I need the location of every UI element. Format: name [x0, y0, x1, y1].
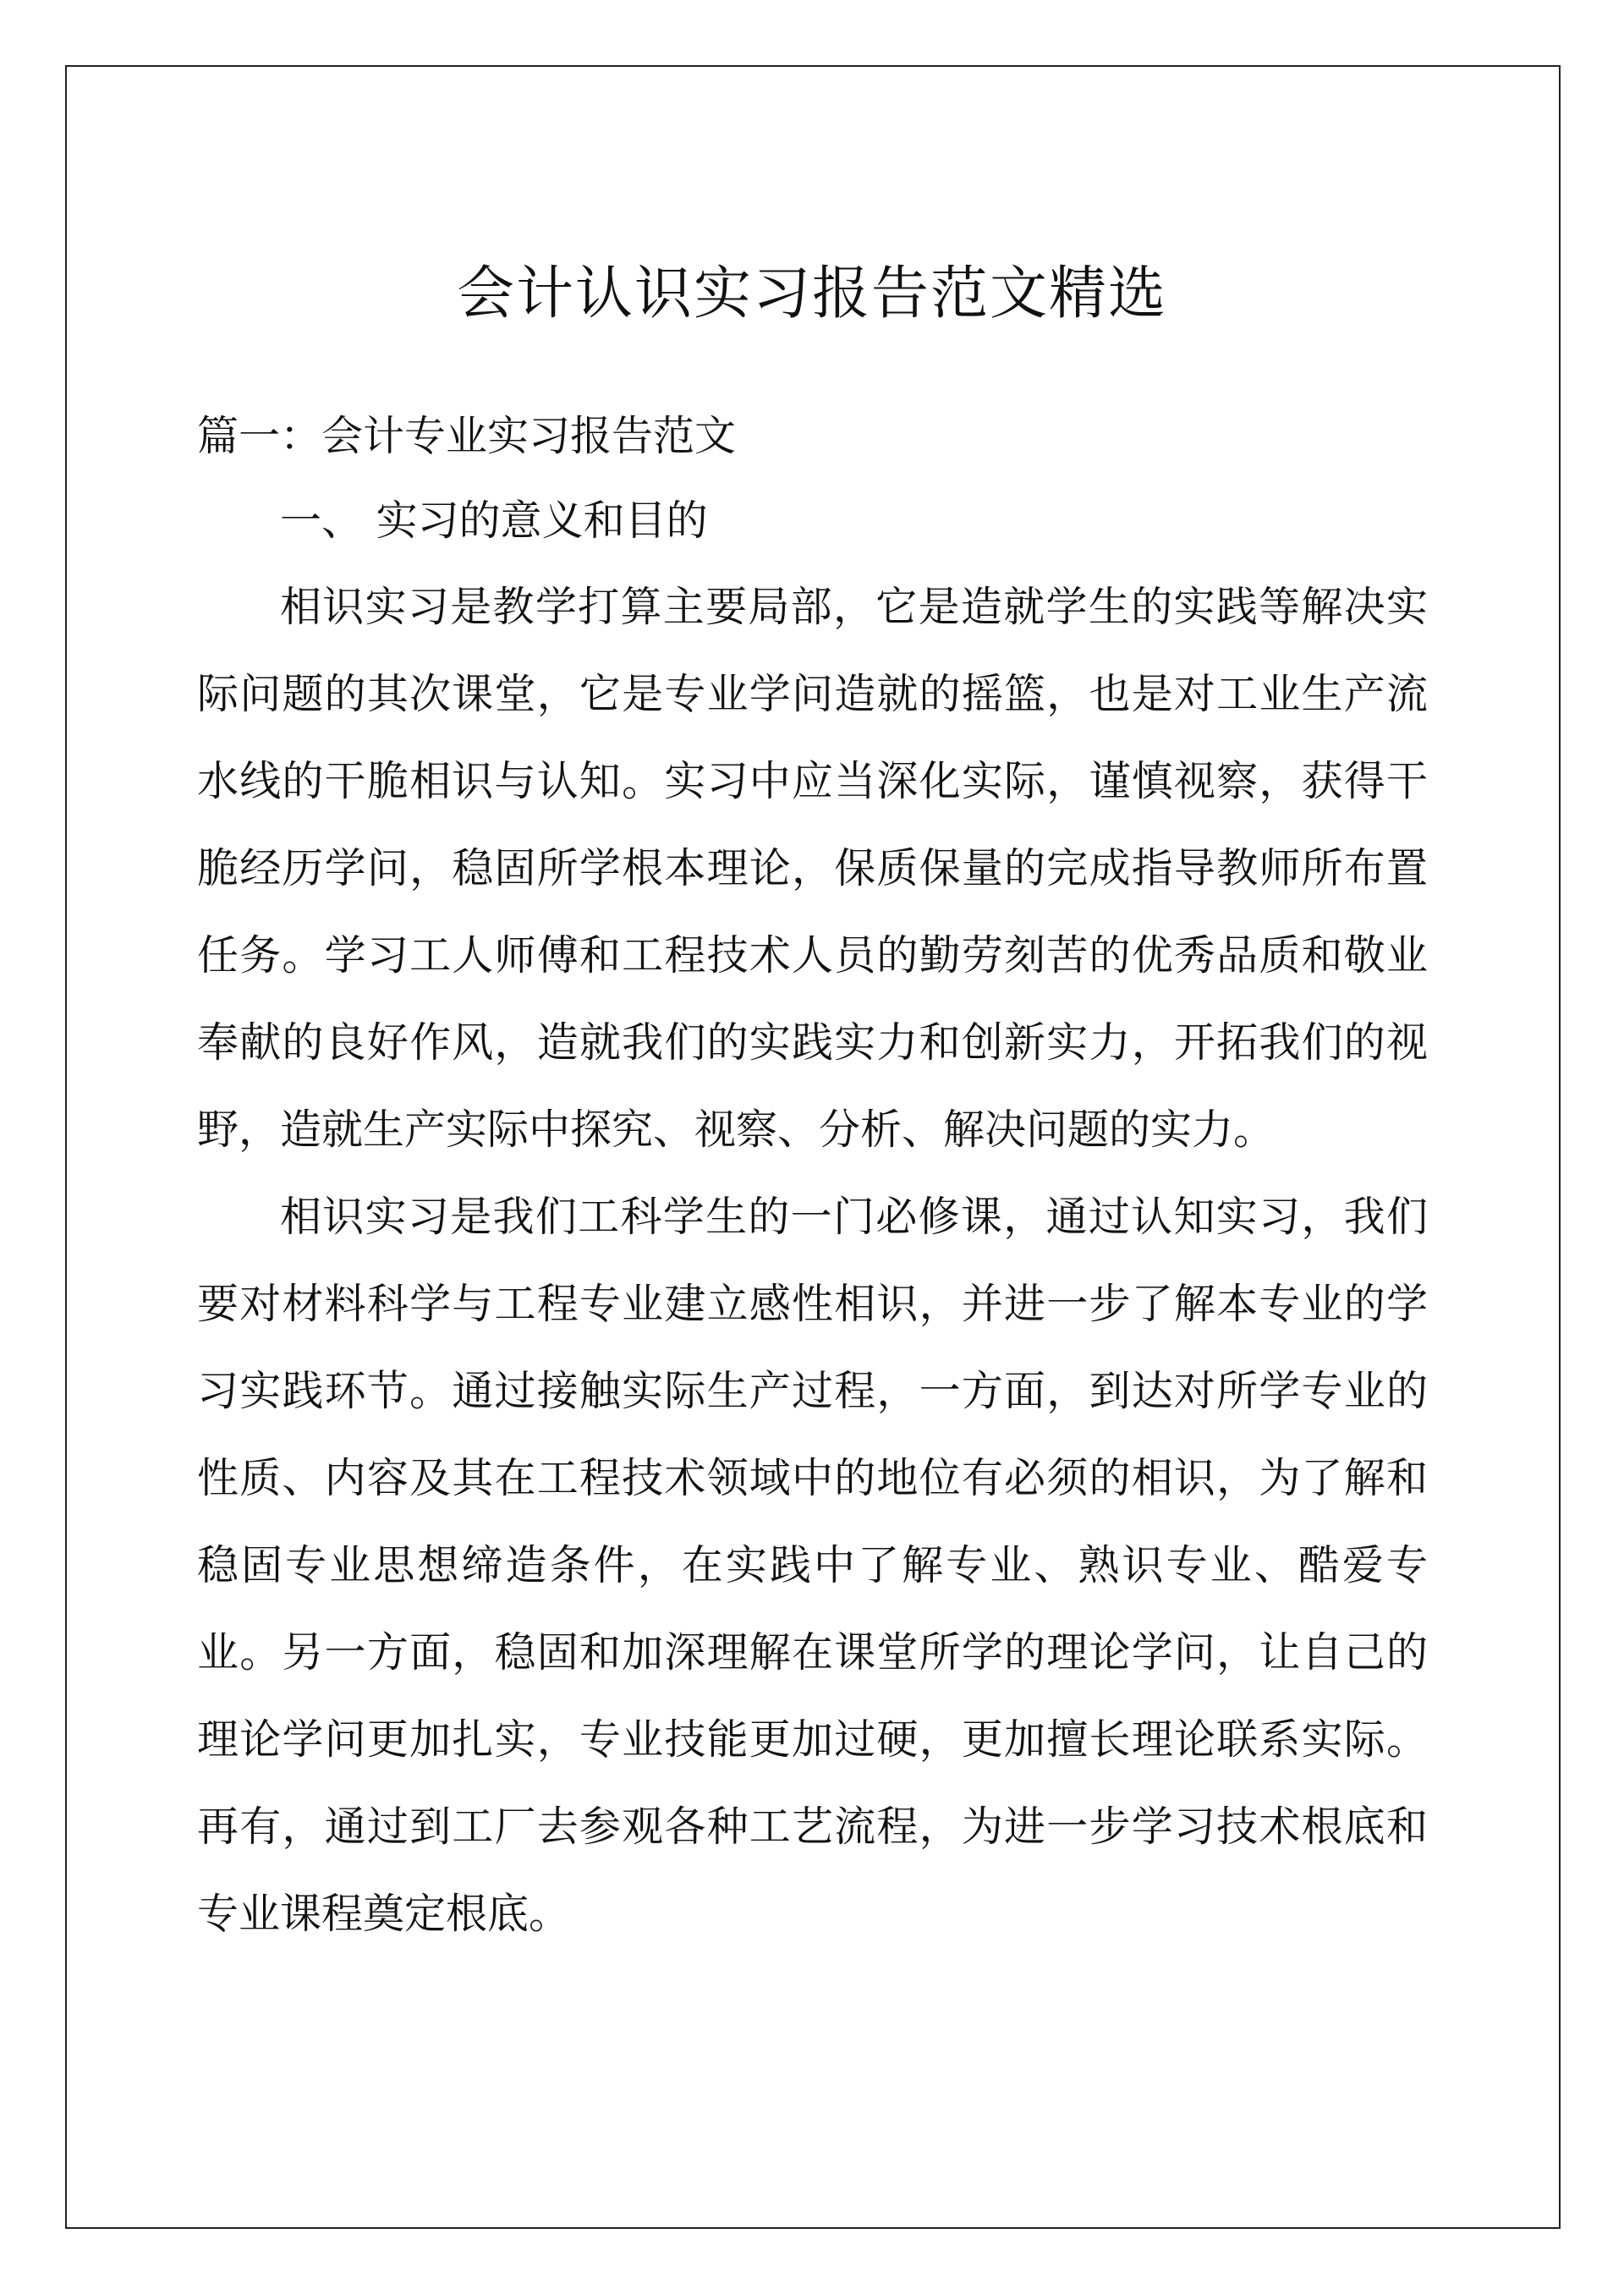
sub-heading: 一、 实习的意义和目的 [280, 497, 708, 545]
document-title: 会计认识实习报告范文精选 [456, 261, 1167, 327]
document-body [197, 394, 1428, 1957]
section-heading: 篇一：会计专业实习报告范文 [197, 412, 737, 460]
paragraph-2: 相识实习是我们工科学生的一门必修课，通过认知实习，我们要对材料科学与工程专业建立感性相识，并进一步了解本专业的学习实践环节。通过接触实际生产过程，一方面，到达对所学专业的性质、内容及其在工程技术领域中的地位有必须的相识，为了解和稳固专业思想缔造条件，在实践中了解专业、熟识专业、酷爱专业。另一方面，稳固和加深理解在课堂所学的理论学问，让自己的理论学问更加扎实，专业技能更加过硬，更加擅长理论联系实际。再有，通过到工厂去参观各种工艺流程，为进一步学习技术根底和专业课程奠定根底。 [197, 1193, 1428, 1938]
paragraph-1: 相识实习是教学打算主要局部，它是造就学生的实践等解决实际问题的其次课堂，它是专业学问造就的摇篮，也是对工业生产流水线的干脆相识与认知。实习中应当深化实际，谨慎视察，获得干脆经历学问，稳固所学根本理论，保质保量的完成指导教师所布置任务。学习工人师傅和工程技术人员的勤劳刻苦的优秀品质和敬业奉献的良好作风，造就我们的实践实力和创新实力，开拓我们的视野，造就生产实际中探究、视察、分析、解决问题的实力。 [197, 583, 1428, 1154]
